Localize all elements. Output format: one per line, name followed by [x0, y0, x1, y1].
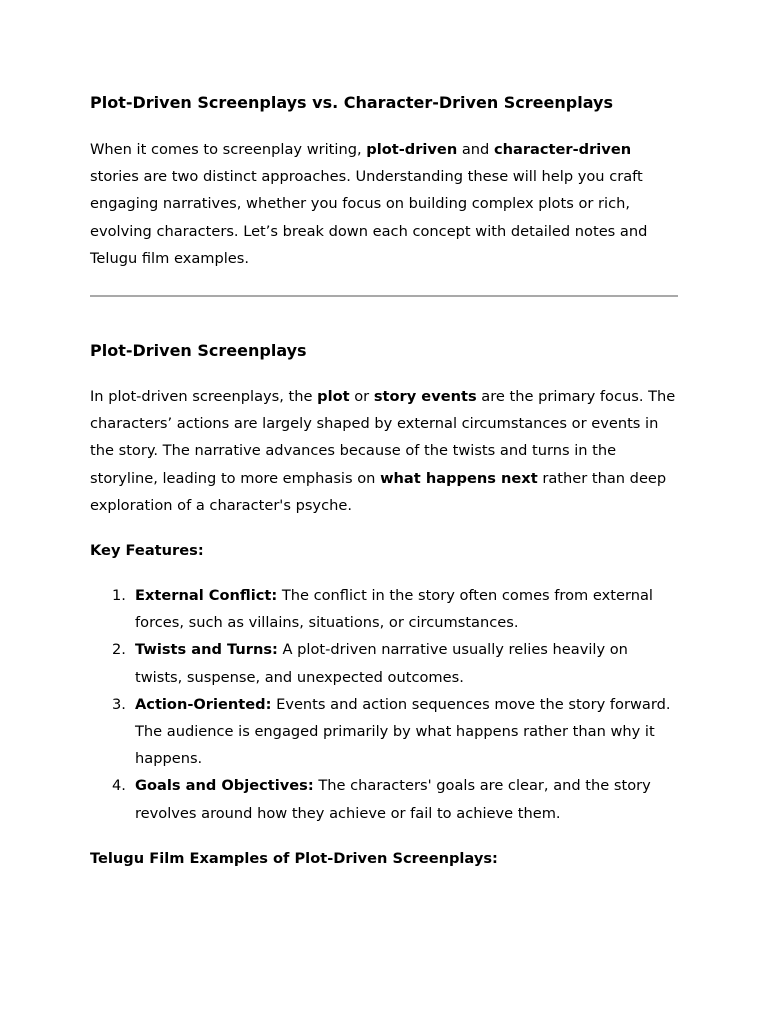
intro-text-3: stories are two distinct approaches. Understanding these will help you craft engaging narratives, whether you focus on building complex plots or rich, evolving characters. Let’s break down each concept with detailed notes and Telugu film examples.	[90, 168, 648, 267]
feature-item	[90, 582, 678, 636]
key-features-heading: Key Features:	[90, 542, 204, 559]
feature-label: Action-Oriented:	[135, 695, 272, 713]
intro-bold-plot-driven: plot-driven	[366, 141, 458, 158]
feature-number: 2.	[112, 641, 126, 659]
horizontal-divider	[90, 295, 678, 297]
plot-text-1: In plot-driven screenplays, the	[90, 388, 318, 405]
feature-item	[90, 636, 678, 690]
feature-label: Goals and Objectives:	[135, 777, 314, 795]
feature-text: Events and action sequences move the story forward. The audience is engaged primarily by what happens rather than why it happens.	[135, 695, 671, 768]
telugu-examples-heading: Telugu Film Examples of Plot-Driven Screenplays:	[90, 850, 498, 867]
feature-label: Twists and Turns:	[135, 641, 278, 659]
feature-label: External Conflict:	[135, 587, 278, 604]
feature-number: 4.	[112, 777, 126, 795]
intro-paragraph	[90, 136, 678, 272]
intro-text-2: and	[457, 141, 494, 158]
page-title: Plot-Driven Screenplays vs. Character-Driven Screenplays	[90, 93, 613, 112]
feature-item	[90, 772, 678, 826]
feature-number: 3.	[112, 695, 126, 713]
plot-driven-paragraph	[90, 383, 678, 519]
feature-number: 1.	[112, 587, 126, 604]
key-features-list	[90, 582, 678, 827]
plot-bold-what-happens-next: what happens next	[380, 469, 538, 487]
intro-text-1: When it comes to screenplay writing,	[90, 141, 367, 158]
feature-text: The characters' goals are clear, and the story revolves around how they achieve or fail to achieve them.	[135, 777, 651, 822]
plot-text-2: or	[349, 388, 374, 405]
plot-text-4: rather than deep exploration of a character's psyche.	[90, 469, 667, 514]
plot-bold-plot: plot	[317, 388, 350, 405]
feature-item	[90, 691, 678, 773]
feature-text: A plot-driven narrative usually relies heavily on twists, suspense, and unexpected outcomes.	[135, 641, 628, 686]
plot-bold-story-events: story events	[373, 388, 477, 405]
section-title-plot-driven: Plot-Driven Screenplays	[90, 341, 307, 360]
intro-bold-character-driven: character-driven	[493, 141, 632, 158]
feature-text: The conflict in the story often comes from external forces, such as villains, situations, or circumstances.	[135, 587, 653, 632]
plot-text-3: are the primary focus. The characters’ actions are largely shaped by external circumstances or events in the story. The narrative advances because of the twists and turns in the storyline, leading to more emphasis on	[90, 388, 676, 487]
